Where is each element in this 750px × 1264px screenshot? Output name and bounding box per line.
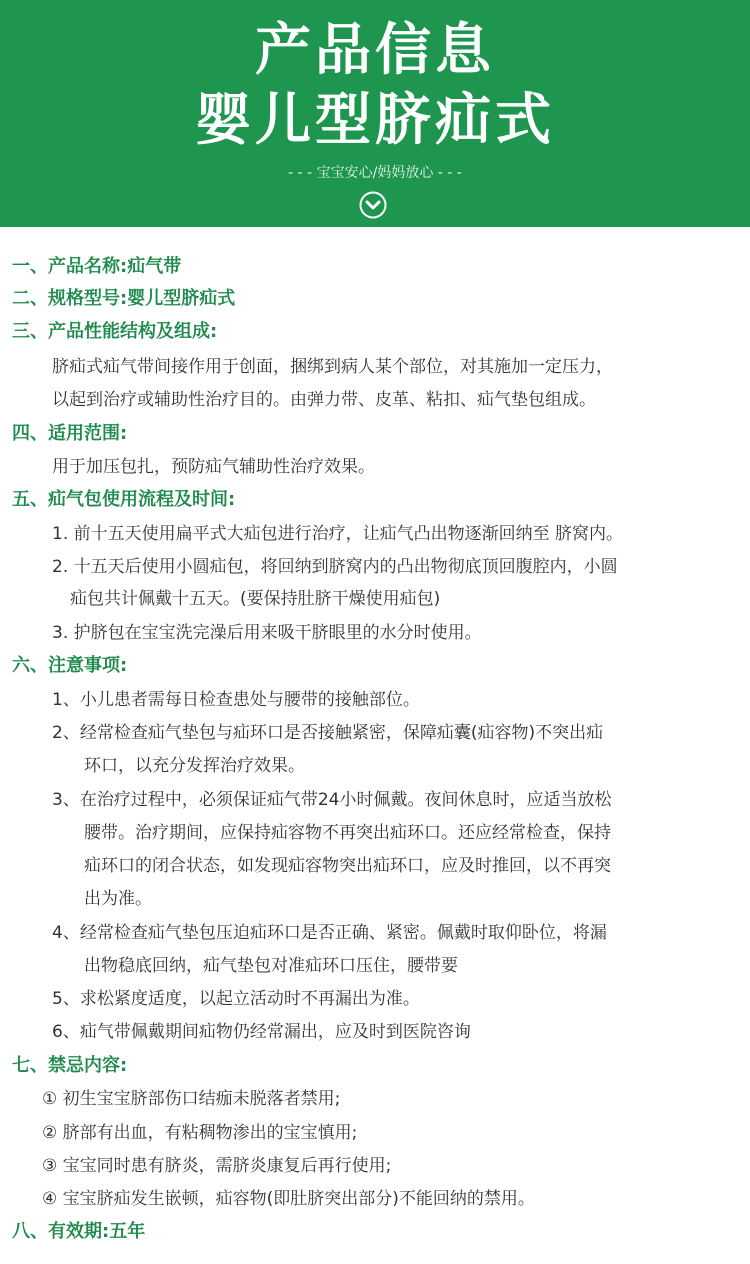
note-item: 2、经常检查疝气垫包与疝环口是否接触紧密，保障疝囊(疝容物)不突出疝	[52, 723, 604, 743]
section-contraindications-heading: 七、禁忌内容:	[12, 1055, 128, 1076]
usage-item: 2. 十五天后使用小圆疝包，将回纳到脐窝内的凸出物彻底顶回腹腔内，小圆	[52, 557, 618, 577]
section-usage-heading: 五、疝气包使用流程及时间:	[12, 489, 236, 510]
page-title: 产品信息	[255, 18, 495, 83]
product-subtitle: 婴儿型脐疝式	[195, 88, 555, 153]
structure-line: 以起到治疗或辅助性治疗目的。由弹力带、皮革、粘扣、疝气垫包组成。	[52, 390, 596, 410]
section-scope-heading: 四、适用范围:	[12, 423, 128, 444]
structure-line: 脐疝式疝气带间接作用于创面，捆绑到病人某个部位，对其施加一定压力，	[52, 357, 613, 377]
note-item-cont: 出为准。	[84, 889, 152, 909]
section-notes-heading: 六、注意事项:	[12, 655, 128, 676]
note-item-cont: 疝环口的闭合状态，如发现疝容物突出疝环口，应及时推回，以不再突	[84, 856, 611, 876]
note-item: 4、经常检查疝气垫包压迫疝环口是否正确、紧密。佩戴时取仰卧位，将漏	[52, 923, 607, 943]
contraindication-item: ① 初生宝宝脐部伤口结痂未脱落者禁用;	[42, 1089, 341, 1109]
usage-item-cont: 疝包共计佩戴十五天。(要保持肚脐干燥使用疝包)	[70, 589, 441, 609]
note-item: 5、求松紧度适度，以起立活动时不再漏出为准。	[52, 989, 420, 1009]
usage-item: 3. 护脐包在宝宝洗完澡后用来吸干脐眼里的水分时使用。	[52, 623, 482, 643]
section-model: 二、规格型号:婴儿型脐疝式	[12, 288, 236, 309]
contraindication-item: ④ 宝宝脐疝发生嵌顿，疝容物(即肚脐突出部分)不能回纳的禁用。	[42, 1189, 535, 1209]
section-product-name: 一、产品名称:疝气带	[12, 256, 182, 277]
slogan: - - - 宝宝安心/妈妈放心 - - -	[288, 165, 462, 181]
note-item-cont: 腰带。治疗期间，应保持疝容物不再突出疝环口。还应经常检查，保持	[84, 823, 611, 843]
scope-line: 用于加压包扎，预防疝气辅助性治疗效果。	[52, 457, 375, 477]
note-item-cont: 出物稳底回纳，疝气垫包对准疝环口压住，腰带要	[84, 956, 458, 976]
contraindication-item: ③ 宝宝同时患有脐炎，需脐炎康复后再行使用;	[42, 1156, 392, 1176]
section-validity: 八、有效期:五年	[12, 1221, 146, 1242]
header-banner	[0, 0, 750, 227]
note-item: 6、疝气带佩戴期间疝物仍经常漏出，应及时到医院咨询	[52, 1022, 471, 1042]
usage-item: 1. 前十五天使用扁平式大疝包进行治疗，让疝气凸出物逐渐回纳至 脐窝内。	[52, 524, 624, 544]
note-item-cont: 环口，以充分发挥治疗效果。	[84, 756, 305, 776]
note-item: 3、在治疗过程中，必须保证疝气带24小时佩戴。夜间休息时，应适当放松	[52, 790, 612, 810]
contraindication-item: ② 脐部有出血，有粘稠物渗出的宝宝慎用;	[42, 1123, 358, 1143]
note-item: 1、小儿患者需每日检查患处与腰带的接触部位。	[52, 690, 420, 710]
chevron-down-circle-icon	[359, 191, 387, 219]
section-structure-heading: 三、产品性能结构及组成:	[12, 321, 218, 342]
